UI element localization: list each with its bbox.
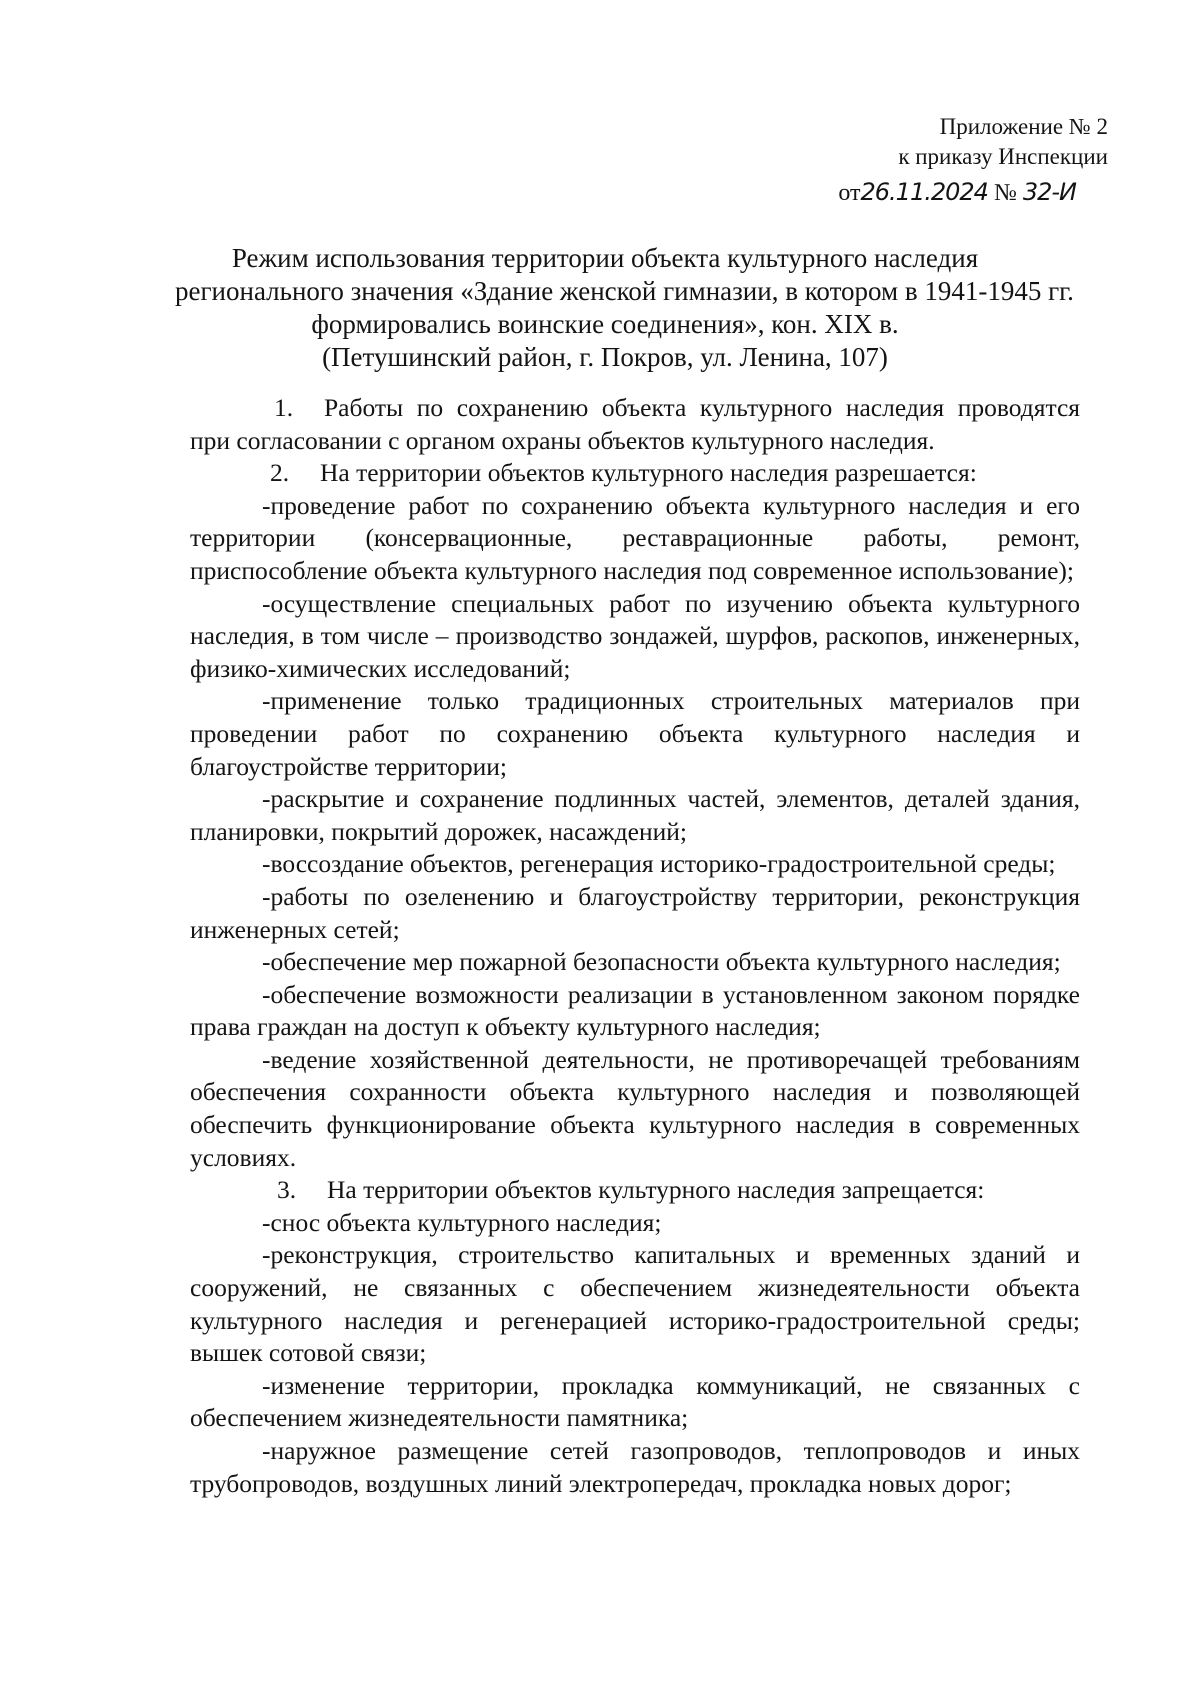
order-date-number bbox=[838, 178, 1076, 207]
title-line: формировались воинские соединения», кон. XIX в. bbox=[311, 309, 899, 339]
appendix-title: Приложение № 2 bbox=[939, 114, 1108, 139]
list-item: -проведение работ по сохранению объекта культурного наследия и его территории (консервационные, реставрационные работы, ремонт, приспособление объекта культурного наследия под современное использование); bbox=[190, 490, 1080, 585]
section-1 bbox=[190, 392, 1080, 457]
title-line: регионального значения «Здание женской гимназии, в котором в 1941-1945 гг. bbox=[175, 276, 1074, 306]
document-body bbox=[190, 392, 1080, 1500]
list-item: -применение только традиционных строительных материалов при проведении работ по сохранению объекта культурного наследия и благоустройстве территории; bbox=[190, 686, 1080, 781]
document-title bbox=[175, 242, 1074, 374]
section-text: На территории объектов культурного наследия запрещается: bbox=[327, 1175, 985, 1205]
section-number: 2. bbox=[270, 458, 290, 488]
appendix-header bbox=[898, 112, 1108, 172]
title-line: Режим использования территории объекта культурного наследия bbox=[231, 243, 979, 273]
list-item: -ведение хозяйственной деятельности, не противоречащей требованиям обеспечения сохранности объекта культурного наследия и позволяющей обеспечить функционирование объекта культурного наследия в современных условиях. bbox=[190, 1044, 1080, 1172]
section-2 bbox=[190, 457, 1080, 490]
order-number-handwritten: 32-И bbox=[1022, 178, 1076, 206]
section-number: 3. bbox=[277, 1175, 297, 1205]
list-item: -реконструкция, строительство капитальных и временных зданий и сооружений, не связанных с обеспечением жизнедеятельности объекта культурного наследия и регенерацией историко-градостроительной среды; вышек сотовой связи; bbox=[190, 1240, 1080, 1368]
list-item: -воссоздание объектов, регенерация историко-градостроительной среды; bbox=[262, 849, 1056, 879]
section-text: На территории объектов культурного наследия разрешается: bbox=[320, 458, 977, 488]
section-text: Работы по сохранению объекта культурного наследия проводятся при согласовании с органом охраны объектов культурного наследия. bbox=[190, 393, 1080, 455]
list-item: -обеспечение мер пожарной безопасности объекта культурного наследия; bbox=[262, 947, 1061, 977]
list-item: -наружное размещение сетей газопроводов, теплопроводов и иных трубопроводов, воздушных линий электропередач, прокладка новых дорог; bbox=[190, 1436, 1080, 1498]
section-number: 1. bbox=[274, 393, 294, 422]
appendix-order-reference: к приказу Инспекции bbox=[898, 144, 1108, 169]
title-line: (Петушинский район, г. Покров, ул. Ленина, 107) bbox=[322, 342, 888, 372]
list-item: -обеспечение возможности реализации в установленном законом порядке права граждан на доступ к объекту культурного наследия; bbox=[190, 979, 1080, 1042]
order-prefix: от bbox=[838, 180, 861, 206]
list-item: -изменение территории, прокладка коммуникаций, не связанных с обеспечением жизнедеятельности памятника; bbox=[190, 1370, 1080, 1433]
order-date-handwritten: 26.11.2024 bbox=[860, 178, 988, 206]
order-number-label: № bbox=[993, 180, 1017, 206]
list-item: -раскрытие и сохранение подлинных частей, элементов, деталей здания, планировки, покрытий дорожек, насаждений; bbox=[190, 784, 1080, 846]
list-item: -осуществление специальных работ по изучению объекта культурного наследия, в том числе – производство зондажей, шурфов, раскопов, инженерных, физико-химических исследований; bbox=[190, 588, 1080, 683]
section-3 bbox=[190, 1174, 1080, 1207]
list-item: -снос объекта культурного наследия; bbox=[262, 1207, 662, 1237]
list-item: -работы по озеленению и благоустройству территории, реконструкция инженерных сетей; bbox=[190, 881, 1080, 944]
